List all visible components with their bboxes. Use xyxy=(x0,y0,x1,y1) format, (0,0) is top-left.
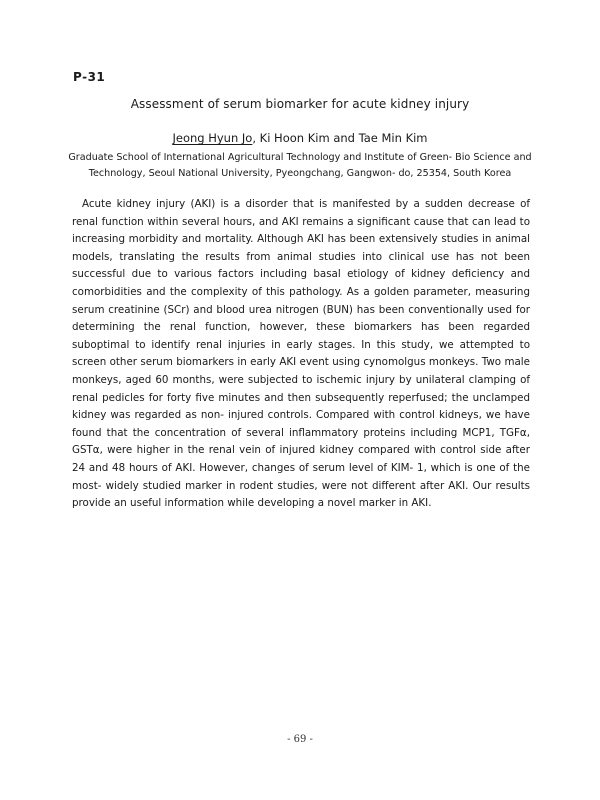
author-list xyxy=(0,131,600,145)
page-number: - 69 - xyxy=(287,734,313,745)
co-authors: , Ki Hoon Kim and Tae Min Kim xyxy=(252,131,428,145)
abstract-title: Assessment of serum biomarker for acute kidney injury xyxy=(130,97,470,111)
poster-id: P-31 xyxy=(73,70,106,84)
affiliation: Graduate School of International Agricultural Technology and Institute of Green- Bio Science and Technology, Seoul National University, Pyeongchang, Gangwon- do, 25354, South Korea xyxy=(68,152,532,179)
abstract-body: Acute kidney injury (AKI) is a disorder that is manifested by a sudden decrease of renal function within several hours, and AKI remains a significant cause that can lead to increasing morbidity and mortality. Although AKI has been extensively studies in animal models, translating the results from animal studies into clinical use has not been successful due to various factors including basal etiology of kidney deficiency and comorbidities and the complexity of this pathology. As a golden parameter, measuring serum creatinine (SCr) and blood urea nitrogen (BUN) has been conventionally used for determining the renal function, however, these biomarkers has been regarded suboptimal to identify renal injuries in early stages. In this study, we attempted to screen other serum biomarkers in early AKI event using cynomolgus monkeys. Two male monkeys, aged 60 months, were subjected to ischemic injury by unilateral clamping of renal pedicles for forty five minutes and then subsequently reperfused; the unclamped kidney was regarded as non- injured controls. Compared with control kidneys, we have found that the concentration of several inflammatory proteins including MCP1, TGFα, GSTα, were higher in the renal vein of injured kidney compared with control side after 24 and 48 hours of AKI. However, changes of serum level of KIM- 1, which is one of the most- widely studied marker in rodent studies, were not different after AKI. Our results provide an useful information while developing a novel marker in AKI. xyxy=(72,198,530,510)
presenting-author: Jeong Hyun Jo xyxy=(172,131,253,145)
